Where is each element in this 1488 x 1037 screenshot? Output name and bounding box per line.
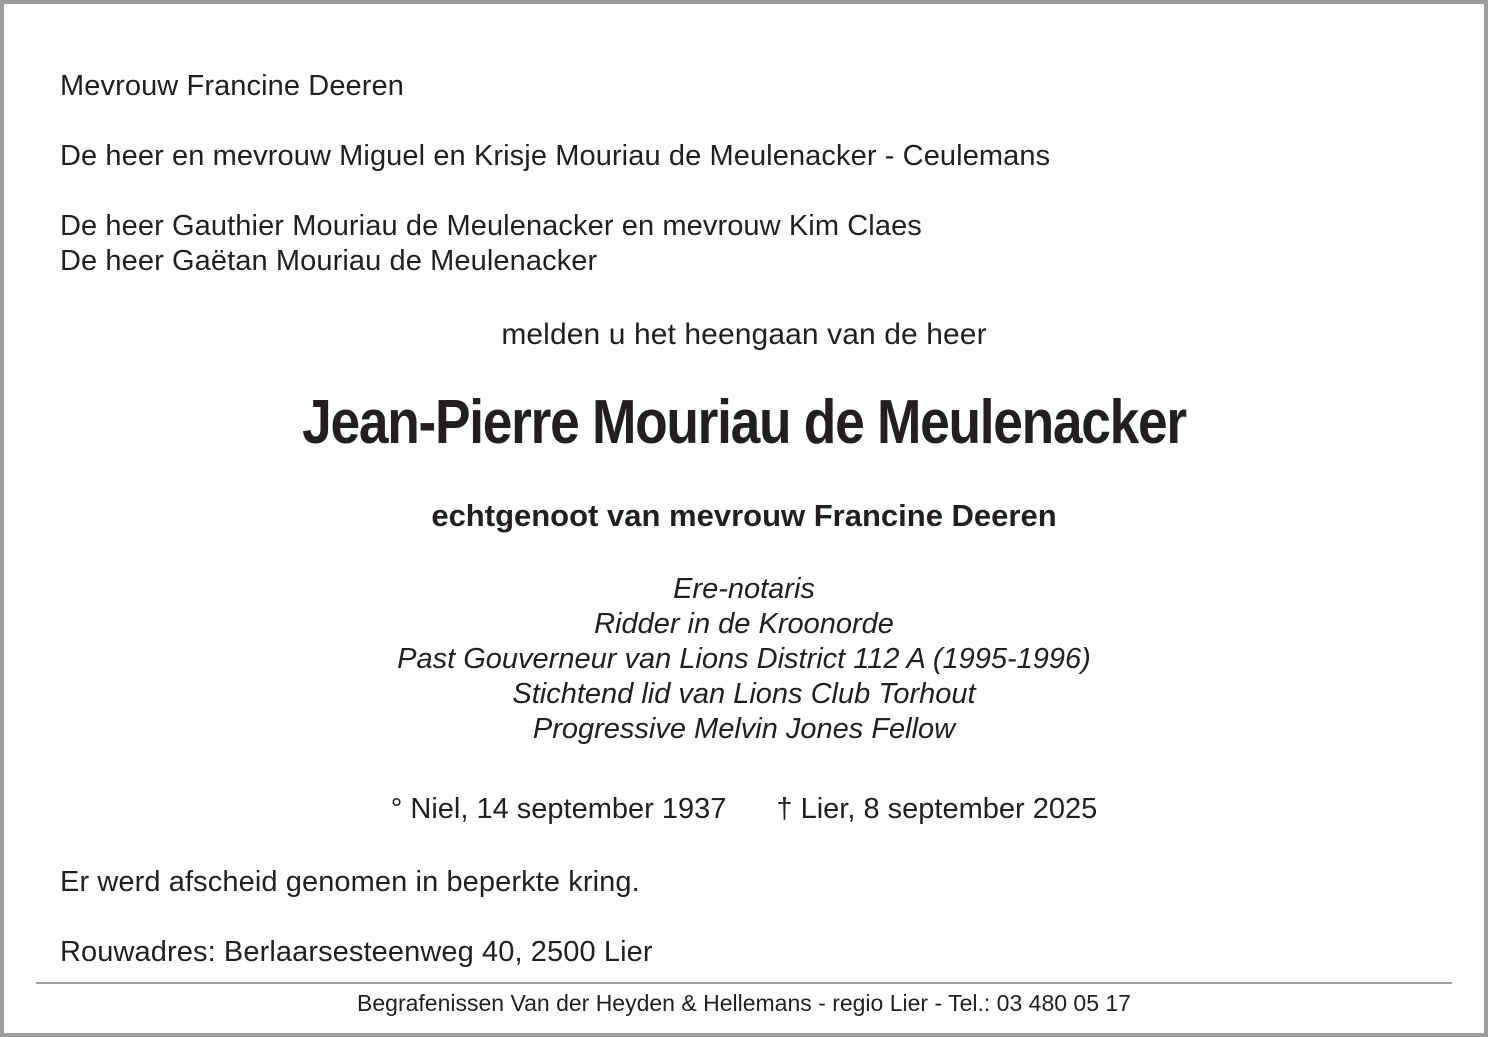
footer-divider xyxy=(36,982,1452,984)
birth-date: ° Niel, 14 september 1937 xyxy=(390,793,727,825)
title-item: Past Gouverneur van Lions District 112 A (1995-1996) xyxy=(397,643,1091,675)
announcement-text: melden u het heengaan van de heer xyxy=(501,318,987,351)
deceased-name: Jean-Pierre Mouriau de Meulenacker xyxy=(302,388,1186,457)
death-date: † Lier, 8 september 2025 xyxy=(776,793,1098,825)
family-line-3: De heer Gauthier Mouriau de Meulenacker en mevrouw Kim Claes xyxy=(60,210,922,242)
family-line-4: De heer Gaëtan Mouriau de Meulenacker xyxy=(60,245,598,277)
title-item: Stichtend lid van Lions Club Torhout xyxy=(512,678,976,710)
title-item: Ridder in de Kroonorde xyxy=(594,608,894,640)
family-line-1: Mevrouw Francine Deeren xyxy=(60,70,404,102)
title-item: Progressive Melvin Jones Fellow xyxy=(532,713,956,745)
spouse-line: echtgenoot van mevrouw Francine Deeren xyxy=(431,498,1057,533)
life-dates xyxy=(4,791,1484,827)
funeral-home-footer: Begrafenissen Van der Heyden & Hellemans - regio Lier - Tel.: 03 480 05 17 xyxy=(357,990,1131,1016)
title-item: Ere-notaris xyxy=(673,573,815,605)
mourning-address: Rouwadres: Berlaarsesteenweg 40, 2500 Lier xyxy=(60,936,653,968)
honorary-titles xyxy=(4,572,1484,747)
farewell-text: Er werd afscheid genomen in beperkte kring. xyxy=(60,866,640,898)
family-line-2: De heer en mevrouw Miguel en Krisje Mouriau de Meulenacker - Ceulemans xyxy=(60,140,1051,172)
